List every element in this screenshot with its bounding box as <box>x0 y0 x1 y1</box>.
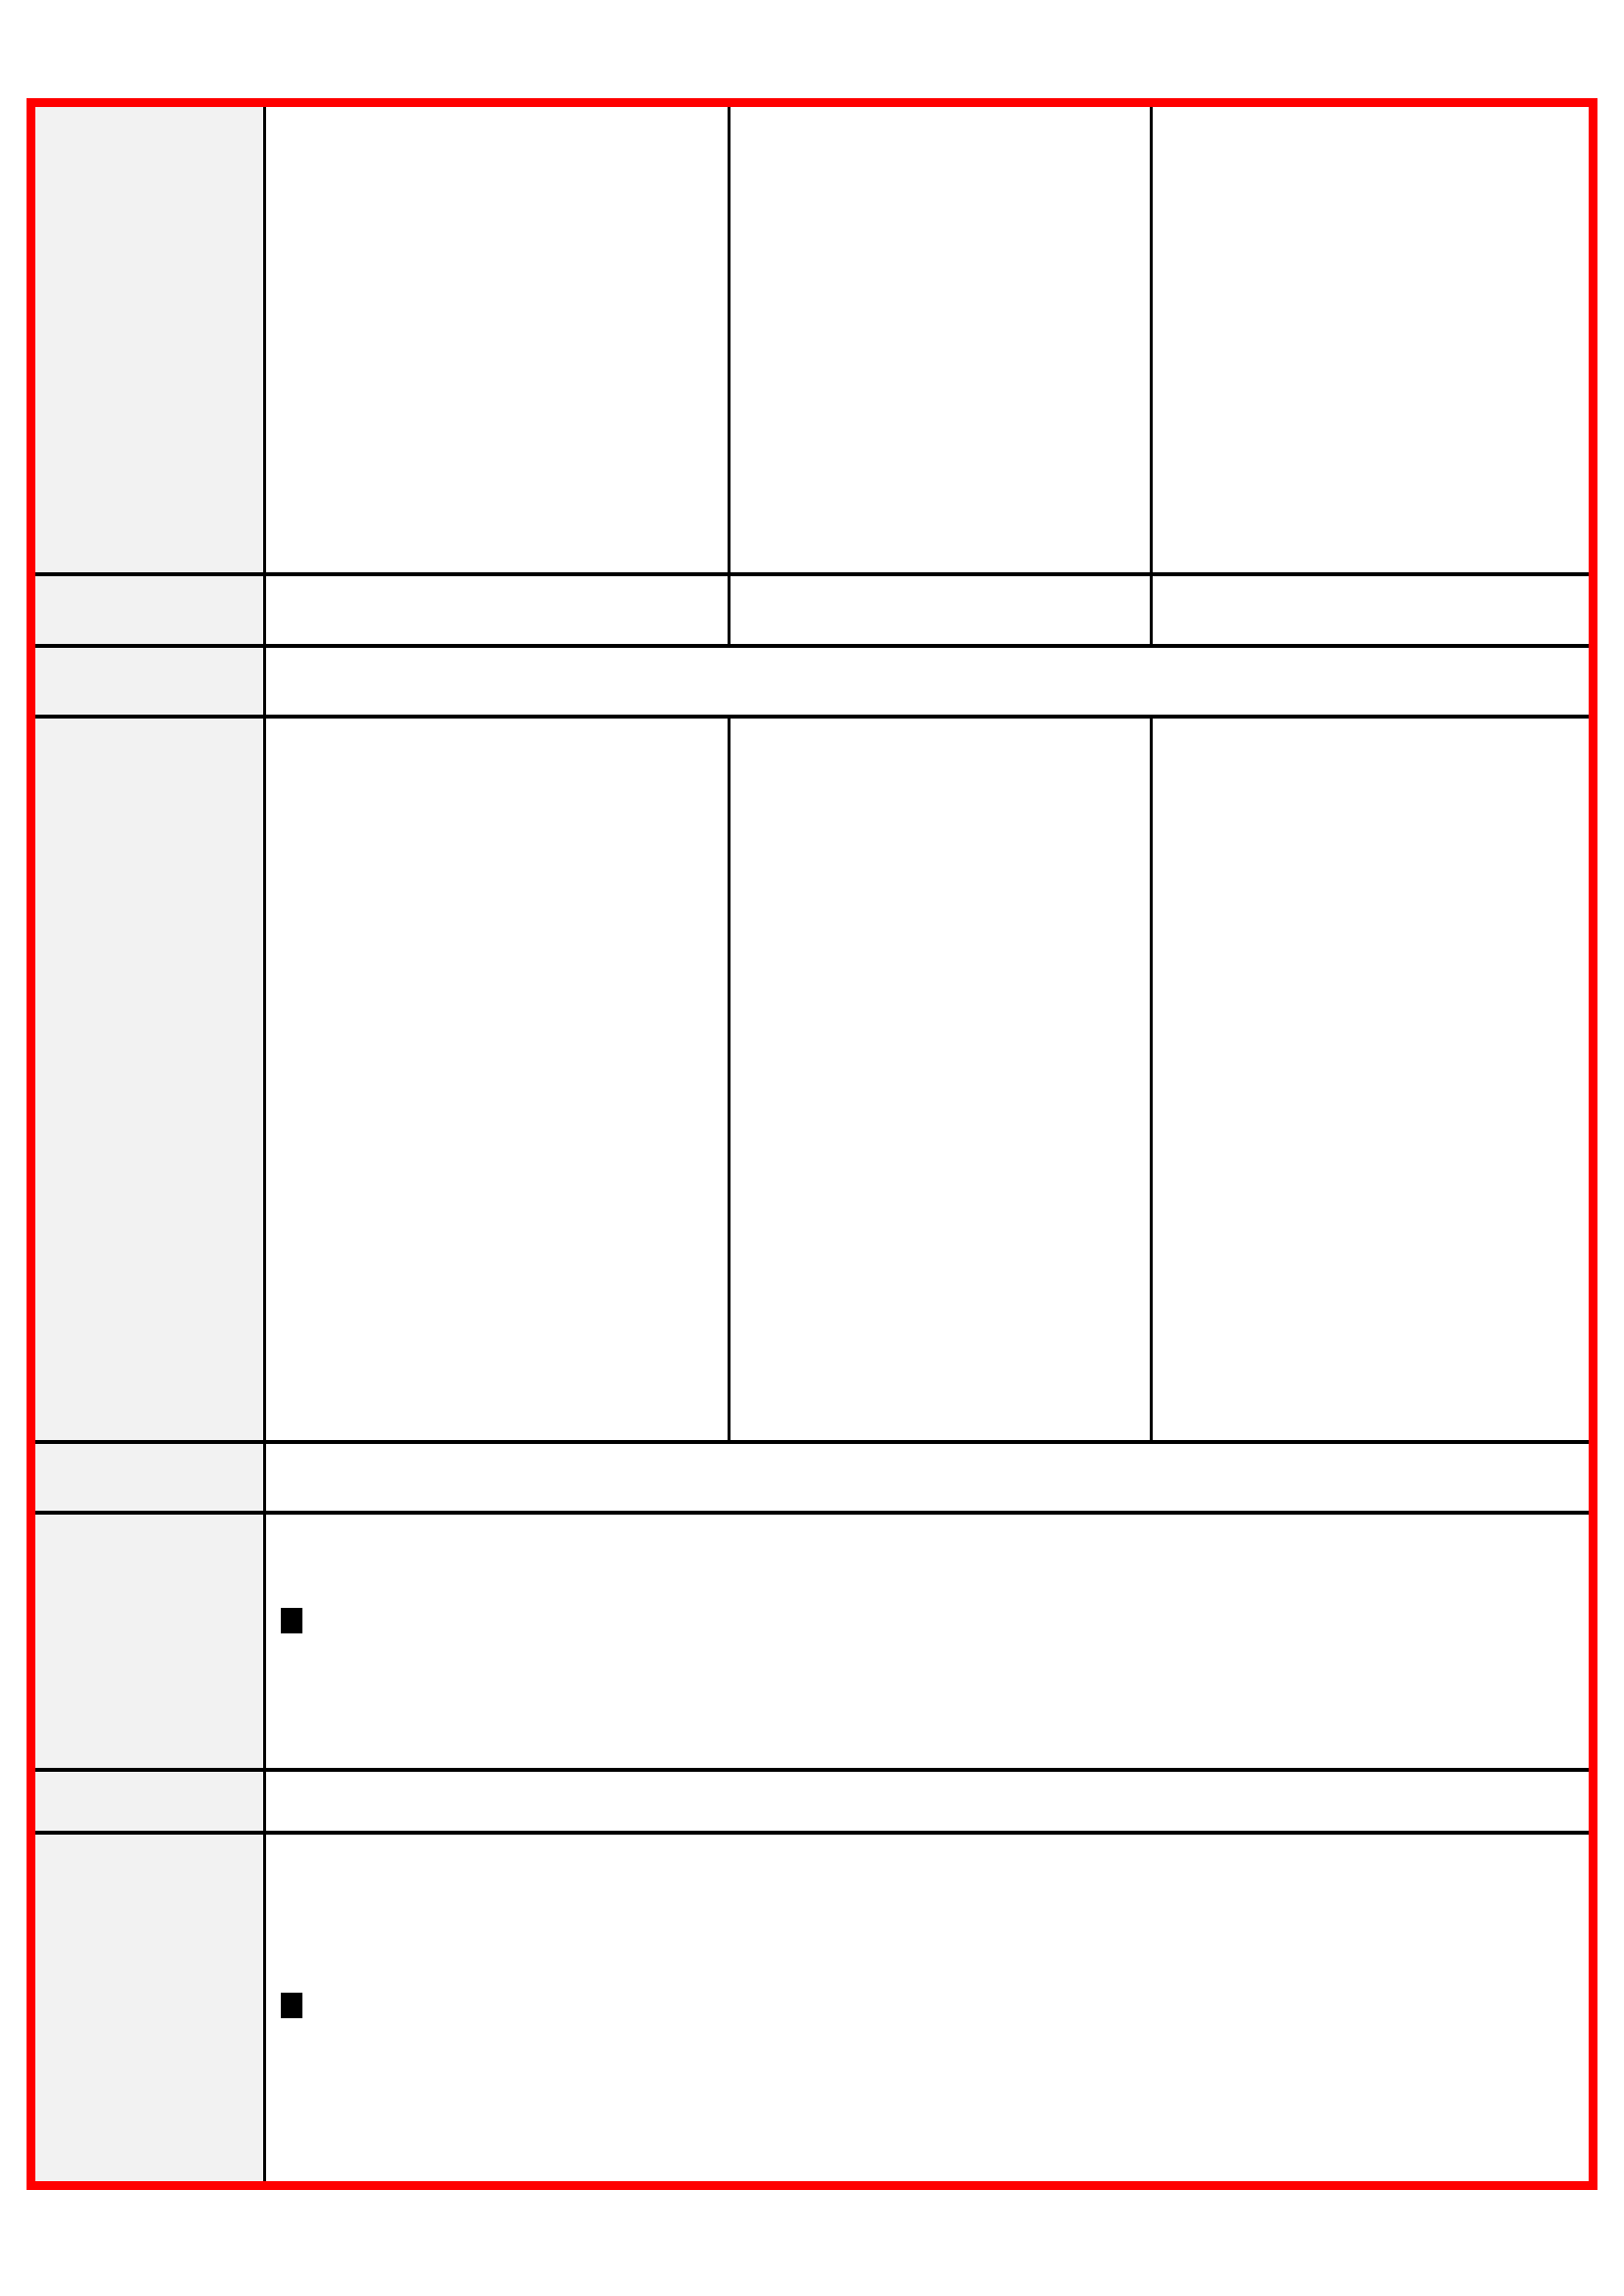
job-cell-3 <box>1153 574 1589 646</box>
divider-label-col <box>263 107 266 2181</box>
job-cell-1 <box>266 574 728 646</box>
job-row-label <box>35 574 263 646</box>
row-divider <box>35 1768 1589 1772</box>
requirements-col3 <box>1163 717 1589 1442</box>
divider-col3-lower <box>1150 717 1153 1442</box>
pay-method-options <box>281 1770 1557 1833</box>
row-divider <box>35 572 1589 576</box>
checkbox-checked-icon <box>281 1608 302 1633</box>
dept-col1 <box>266 646 728 717</box>
dept-col23 <box>731 646 1589 717</box>
divider-col2 <box>728 107 731 646</box>
requirements-col2 <box>736 717 1149 1442</box>
row-divider <box>35 715 1589 719</box>
row-divider <box>35 1440 1589 1444</box>
divider-col3 <box>1150 107 1153 646</box>
welfare-label <box>35 1833 263 2181</box>
pay-method-label <box>35 1770 263 1833</box>
requirements-label <box>35 717 263 1442</box>
insurance-options <box>281 1442 1557 1513</box>
top-row-col1 <box>279 107 740 574</box>
salary-content <box>281 1515 1557 1770</box>
divider-col2-lower <box>728 717 731 1442</box>
dept-row-label <box>35 646 263 717</box>
monthly-salary-option <box>281 1600 1557 1643</box>
row-divider <box>35 1831 1589 1835</box>
row-divider <box>35 1511 1589 1515</box>
salary-label <box>35 1513 263 1770</box>
welfare-content <box>281 1833 1557 2181</box>
requirements-col1 <box>271 717 728 1442</box>
row-divider <box>35 644 1589 648</box>
document-table <box>27 98 1597 2190</box>
insurance-label <box>35 1442 263 1513</box>
job-cell-2 <box>731 574 1150 646</box>
